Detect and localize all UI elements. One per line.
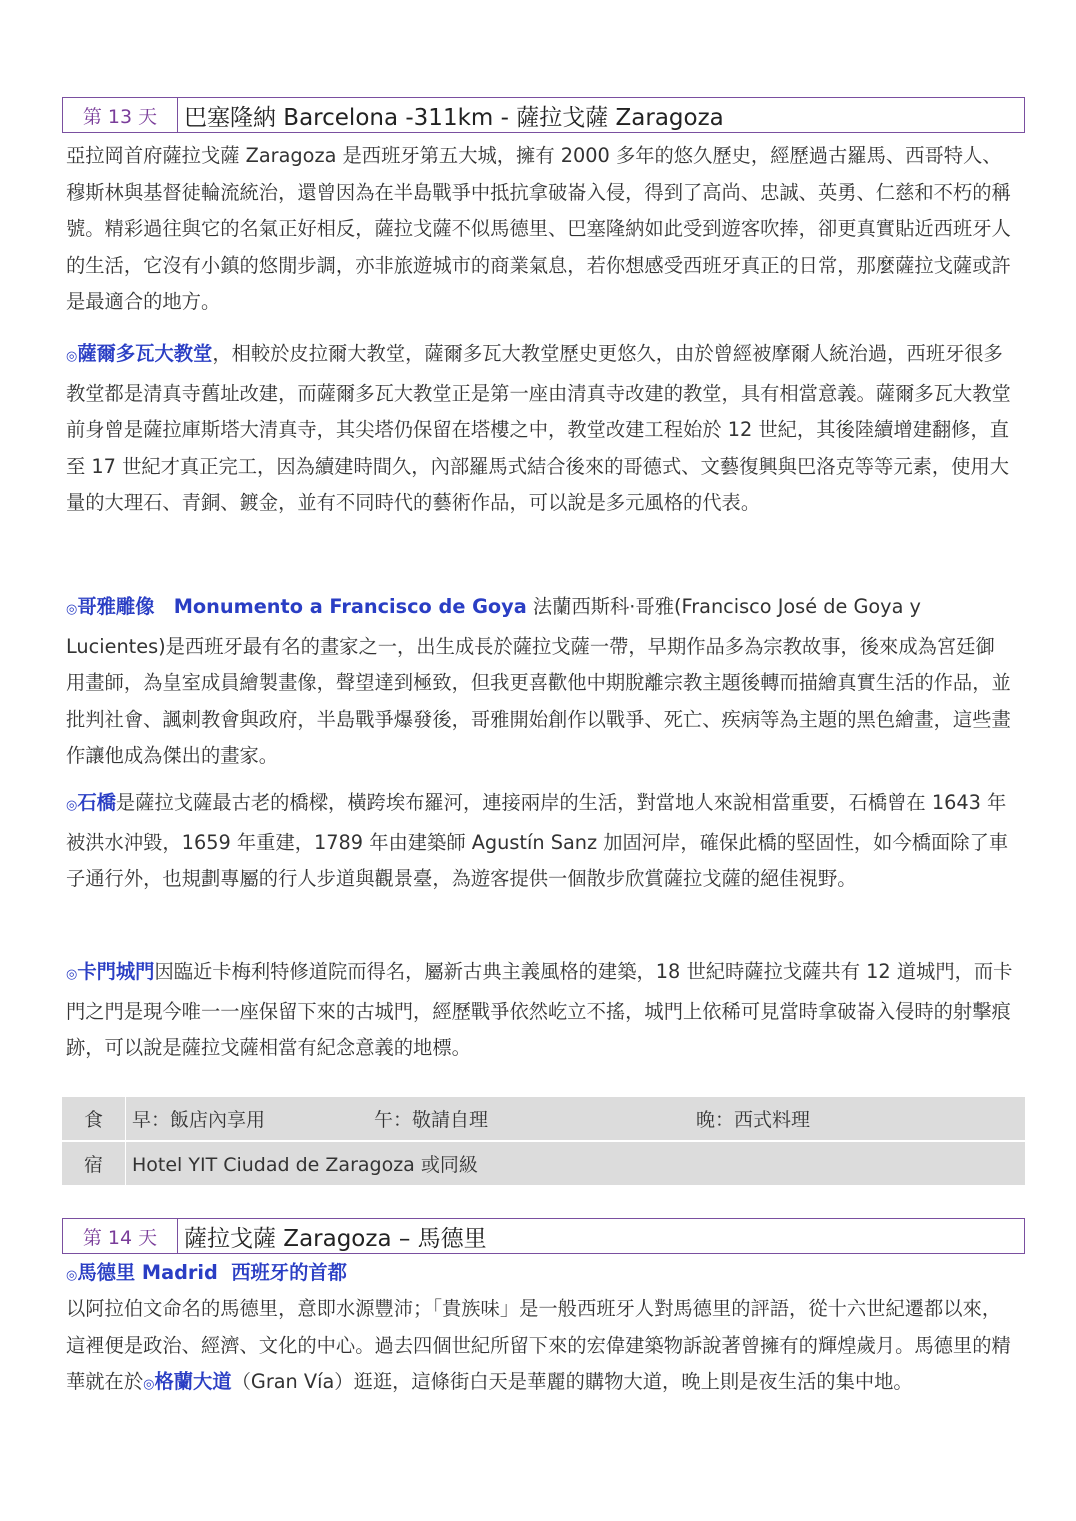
section-carmen-gate bbox=[66, 954, 1014, 1067]
breakfast-cell: 早：飯店內享用 bbox=[126, 1097, 369, 1141]
bullet-icon: ◎ bbox=[66, 349, 78, 364]
day13-header bbox=[62, 97, 1025, 133]
section-text: 因臨近卡梅利特修道院而得名，屬新古典主義風格的建築，18 世紀時薩拉戈薩共有 12 道城門，而卡門之門是現今唯一一座保留下來的古城門，經歷戰爭依然屹立不搖，城門上依稀可見當時拿破崙入侵時的射擊痕跡，可以說是薩拉戈薩相當有紀念意義的地標。 bbox=[66, 960, 1013, 1060]
dinner-cell: 晚：西式料理 bbox=[690, 1097, 1025, 1141]
day14-header bbox=[62, 1218, 1025, 1254]
day14-text bbox=[66, 1291, 1014, 1404]
day14-title: 薩拉戈薩 Zaragoza – 馬德里 bbox=[184, 1225, 487, 1252]
section-text: 法蘭西斯科·哥雅(Francisco José de Goya y Lucientes)是西班牙最有名的畫家之一，出生成長於薩拉戈薩一帶，早期作品多為宗教故事，後來成為宮廷御用畫師，為皇室成員繪製畫像，聲望達到極致，但我更喜歡他中期脫離宗教主題後轉而描繪真實生活的作品，並批判社會、諷刺教會與政府，半島戰爭爆發後，哥雅開始創作以戰爭、死亡、疾病等為主題的黑色繪畫，這些畫作讓他成為傑出的畫家。 bbox=[66, 595, 1011, 768]
meal-table bbox=[62, 1097, 1025, 1185]
day13-title: 巴塞隆納 Barcelona -311km - 薩拉戈薩 Zaragoza bbox=[184, 104, 724, 131]
bullet-icon: ◎ bbox=[143, 1377, 155, 1393]
bullet-icon: ◎ bbox=[66, 1268, 78, 1283]
meal-key: 食 bbox=[62, 1097, 126, 1141]
section-title: 薩爾多瓦大教堂 bbox=[77, 342, 213, 365]
day14-text-after: （Gran Vía）逛逛，這條街白天是華麗的購物大道，晚上則是夜生活的集中地。 bbox=[231, 1370, 913, 1394]
section-stone-bridge bbox=[66, 785, 1014, 898]
bullet-icon: ◎ bbox=[66, 967, 78, 982]
gran-via-title: 格蘭大道 bbox=[154, 1370, 232, 1394]
meal-row bbox=[62, 1097, 1025, 1141]
day13-intro: 亞拉岡首府薩拉戈薩 Zaragoza 是西班牙第五大城，擁有 2000 多年的悠久歷史，經歷過古羅馬、西哥特人、穆斯林與基督徒輪流統治，還曾因為在半島戰爭中抵抗拿破崙入侵，得到了高尚、忠誠、英勇、仁慈和不朽的稱號。精彩過往與它的名氣正好相反，薩拉戈薩不似馬德里、巴塞隆納如此受到遊客吹捧，卻更真實貼近西班牙人的生活，它沒有小鎮的悠閒步調，亦非旅遊城市的商業氣息，若你想感受西班牙真正的日常，那麼薩拉戈薩或許是最適合的地方。 bbox=[66, 144, 1011, 314]
section-title: 卡門城門 bbox=[77, 960, 155, 983]
day14-subtitle bbox=[66, 1255, 1014, 1295]
section-cathedral bbox=[66, 336, 1014, 522]
section-title: 石橋 bbox=[77, 791, 116, 814]
day14-label: 第 14 天 bbox=[63, 1219, 178, 1253]
section-goya bbox=[66, 589, 1014, 775]
bullet-icon: ◎ bbox=[66, 798, 78, 813]
section-text: 是薩拉戈薩最古老的橋樑，橫跨埃布羅河，連接兩岸的生活，對當地人來說相當重要，石橋曾在 1643 年被洪水沖毀，1659 年重建，1789 年由建築師 Agustín Sanz 加固河岸，確保此橋的堅固性，如今橋面除了車子通行外，也規劃專屬的行人步道與觀景臺，為遊客提供一個散步欣賞薩拉戈薩的絕佳視野。 bbox=[66, 791, 1009, 891]
madrid-subtitle: 馬德里 Madrid 西班牙的首都 bbox=[77, 1261, 347, 1284]
day13-label: 第 13 天 bbox=[63, 98, 178, 132]
lunch-cell: 午：敬請自理 bbox=[368, 1097, 690, 1141]
stay-key: 宿 bbox=[62, 1141, 126, 1185]
section-text: ，相較於皮拉爾大教堂，薩爾多瓦大教堂歷史更悠久，由於曾經被摩爾人統治過，西班牙很多教堂都是清真寺舊址改建，而薩爾多瓦大教堂正是第一座由清真寺改建的教堂，具有相當意義。薩爾多瓦大教堂前身曾是薩拉庫斯塔大清真寺，其尖塔仍保留在塔樓之中，教堂改建工程始於 12 世紀，其後陸續增建翻修，直至 17 世紀才真正完工，因為續建時間久，內部羅馬式結合後來的哥德式、文藝復興與巴洛克等等元素，使用大量的大理石、青銅、鍍金，並有不同時代的藝術作品，可以說是多元風格的代表。 bbox=[66, 342, 1011, 515]
stay-row bbox=[62, 1141, 1025, 1185]
section-title: 哥雅雕像 Monumento a Francisco de Goya bbox=[77, 595, 527, 618]
hotel-cell: Hotel YIT Ciudad de Zaragoza 或同級 bbox=[132, 1154, 478, 1176]
bullet-icon: ◎ bbox=[66, 602, 78, 617]
day14-text-before: 以阿拉伯文命名的馬德里，意即水源豐沛；「貴族味」是一般西班牙人對馬德里的評語，從十六世紀遷都以來，這裡便是政治、經濟、文化的中心。過去四個世紀所留下來的宏偉建築物訴說著曾擁有的輝煌歲月。馬德里的精華就在於 bbox=[66, 1297, 1011, 1394]
